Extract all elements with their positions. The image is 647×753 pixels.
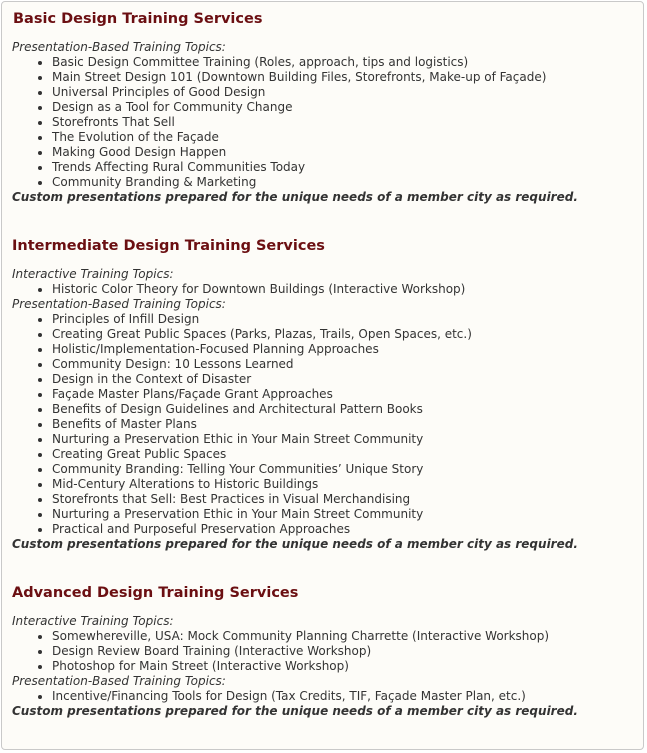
advanced-title: Advanced Design Training Services [12,585,299,601]
list-item: • Holistic/Implementation-Focused Planning Approaches [52,342,639,357]
list-item: • Incentive/Financing Tools for Design (Tax Credits, TIF, Façade Master Plan, etc.) [52,689,639,704]
training-services-panel [1,1,644,750]
basic-presentation-heading: Presentation-Based Training Topics: [12,40,226,54]
list-item: • Making Good Design Happen [52,145,639,160]
list-item: • Nurturing a Preservation Ethic in Your Main Street Community [52,507,639,522]
intermediate-body [12,267,639,552]
intermediate-section [12,237,639,255]
list-item: • Universal Principles of Good Design [52,85,639,100]
list-item: • Photoshop for Main Street (Interactive Workshop) [52,659,639,674]
basic-presentation-list [12,55,639,190]
advanced-interactive-heading: Interactive Training Topics: [12,614,174,628]
intermediate-presentation-heading: Presentation-Based Training Topics: [12,297,226,311]
list-item: • Design Review Board Training (Interactive Workshop) [52,644,639,659]
list-item: • Storefronts that Sell: Best Practices in Visual Merchandising [52,492,639,507]
list-item: • Historic Color Theory for Downtown Buildings (Interactive Workshop) [52,282,639,297]
basic-section [13,10,639,28]
advanced-interactive-list [12,629,639,674]
advanced-presentation-list [12,689,639,704]
basic-body [12,40,639,205]
list-item: • Principles of Infill Design [52,312,639,327]
advanced-section [12,584,639,602]
intermediate-title: Intermediate Design Training Services [12,238,325,254]
list-item: • Community Branding: Telling Your Communities’ Unique Story [52,462,639,477]
list-item: • Creating Great Public Spaces [52,447,639,462]
list-item: • Basic Design Committee Training (Roles, approach, tips and logistics) [52,55,639,70]
list-item: • Storefronts That Sell [52,115,639,130]
list-item: • Mid-Century Alterations to Historic Buildings [52,477,639,492]
intermediate-note: Custom presentations prepared for the unique needs of a member city as required. [12,537,578,551]
list-item: • Design as a Tool for Community Change [52,100,639,115]
advanced-presentation-heading: Presentation-Based Training Topics: [12,674,226,688]
advanced-body [12,614,639,719]
list-item: • The Evolution of the Façade [52,130,639,145]
list-item: • Community Branding & Marketing [52,175,639,190]
list-item: • Somewhereville, USA: Mock Community Planning Charrette (Interactive Workshop) [52,629,639,644]
list-item: • Practical and Purposeful Preservation Approaches [52,522,639,537]
list-item: • Benefits of Master Plans [52,417,639,432]
list-item: • Benefits of Design Guidelines and Architectural Pattern Books [52,402,639,417]
list-item: • Nurturing a Preservation Ethic in Your Main Street Community [52,432,639,447]
list-item: • Main Street Design 101 (Downtown Building Files, Storefronts, Make-up of Façade) [52,70,639,85]
list-item: • Community Design: 10 Lessons Learned [52,357,639,372]
basic-title: Basic Design Training Services [13,11,263,27]
list-item: • Trends Affecting Rural Communities Today [52,160,639,175]
intermediate-interactive-heading: Interactive Training Topics: [12,267,174,281]
list-item: • Design in the Context of Disaster [52,372,639,387]
list-item: • Creating Great Public Spaces (Parks, Plazas, Trails, Open Spaces, etc.) [52,327,639,342]
intermediate-presentation-list [12,312,639,537]
list-item: • Façade Master Plans/Façade Grant Approaches [52,387,639,402]
intermediate-interactive-list [12,282,639,297]
advanced-note: Custom presentations prepared for the unique needs of a member city as required. [12,704,578,718]
basic-note: Custom presentations prepared for the unique needs of a member city as required. [12,190,578,204]
